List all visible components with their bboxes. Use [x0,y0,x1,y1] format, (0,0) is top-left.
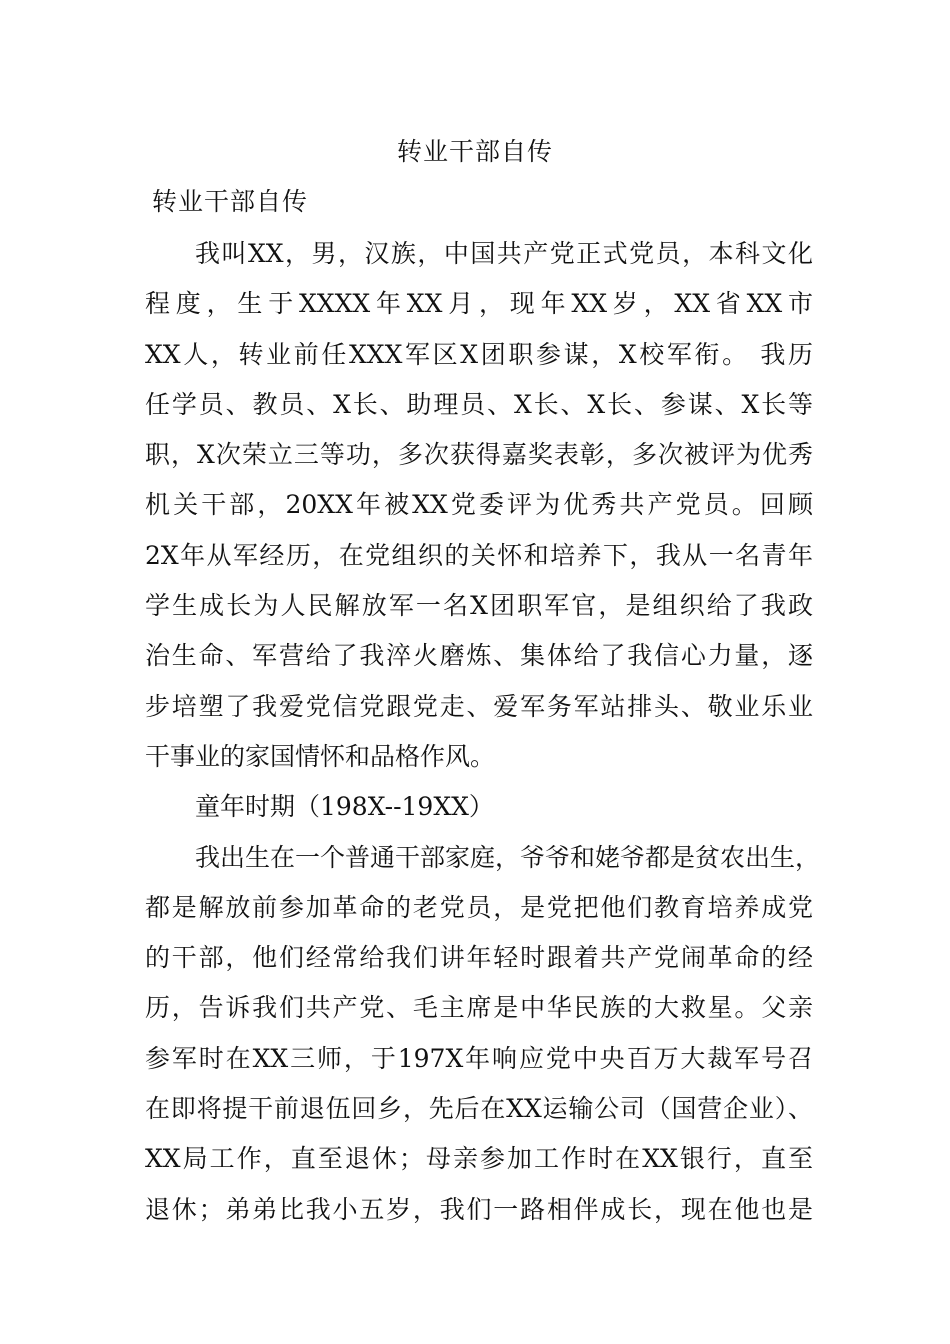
paragraph-1-line: 步培塑了我爱党信党跟党走、爱军务军站排头、敬业乐业 [145,691,813,721]
paragraph-1-line: 职，X次荣立三等功，多次获得嘉奖表彰，多次被评为优秀 [145,440,813,470]
paragraph-1-line: 我叫XX，男，汉族，中国共产党正式党员，本科文化 [195,239,813,268]
paragraph-1-line: 治生命、军营给了我淬火磨炼、集体给了我信心力量，逐 [145,641,813,671]
paragraph-2-line: XX局工作，直至退休；母亲参加工作时在XX银行，直至 [145,1144,813,1174]
paragraph-1-line: 机关干部，20XX年被XX党委评为优秀共产党员。回顾 [145,490,813,520]
document-title: 转业干部自传 [396,137,553,166]
document-subtitle: 转业干部自传 [152,187,309,216]
paragraph-2-line: 退休；弟弟比我小五岁，我们一路相伴成长，现在他也是 [145,1194,813,1224]
paragraph-2-line: 参军时在XX三师，于197X年响应党中央百万大裁军号召 [145,1043,813,1073]
paragraph-1-line: 学生成长为人民解放军一名X团职军官，是组织给了我政 [145,591,813,621]
section-heading: 童年时期（198X--19XX） [195,792,494,822]
paragraph-1-line: 程度，生于XXXX年XX月，现年XX岁，XX省XX市 [145,289,813,319]
paragraph-1-line: 2X年从军经历，在党组织的关怀和培养下，我从一名青年 [145,540,813,570]
document-body [145,229,821,1235]
paragraph-1-line: 干事业的家国情怀和品格作风。 [145,741,496,771]
paragraph-2-line: 我出生在一个普通干部家庭，爷爷和姥爷都是贫农出生， [195,842,821,872]
paragraph-1-line: XX人，转业前任XXX军区X团职参谋，X校军衔。 我历 [145,339,813,369]
paragraph-2-line: 在即将提干前退伍回乡，先后在XX运输公司（国营企业）、 [145,1094,813,1124]
paragraph-2-line: 都是解放前参加革命的老党员，是党把他们教育培养成党 [145,892,813,922]
paragraph-2-line: 历，告诉我们共产党、毛主席是中华民族的大救星。父亲 [145,993,813,1023]
paragraph-1-line: 任学员、教员、X长、助理员、X长、X长、参谋、X长等 [145,389,813,419]
paragraph-2-line: 的干部，他们经常给我们讲年轻时跟着共产党闹革命的经 [145,943,813,973]
